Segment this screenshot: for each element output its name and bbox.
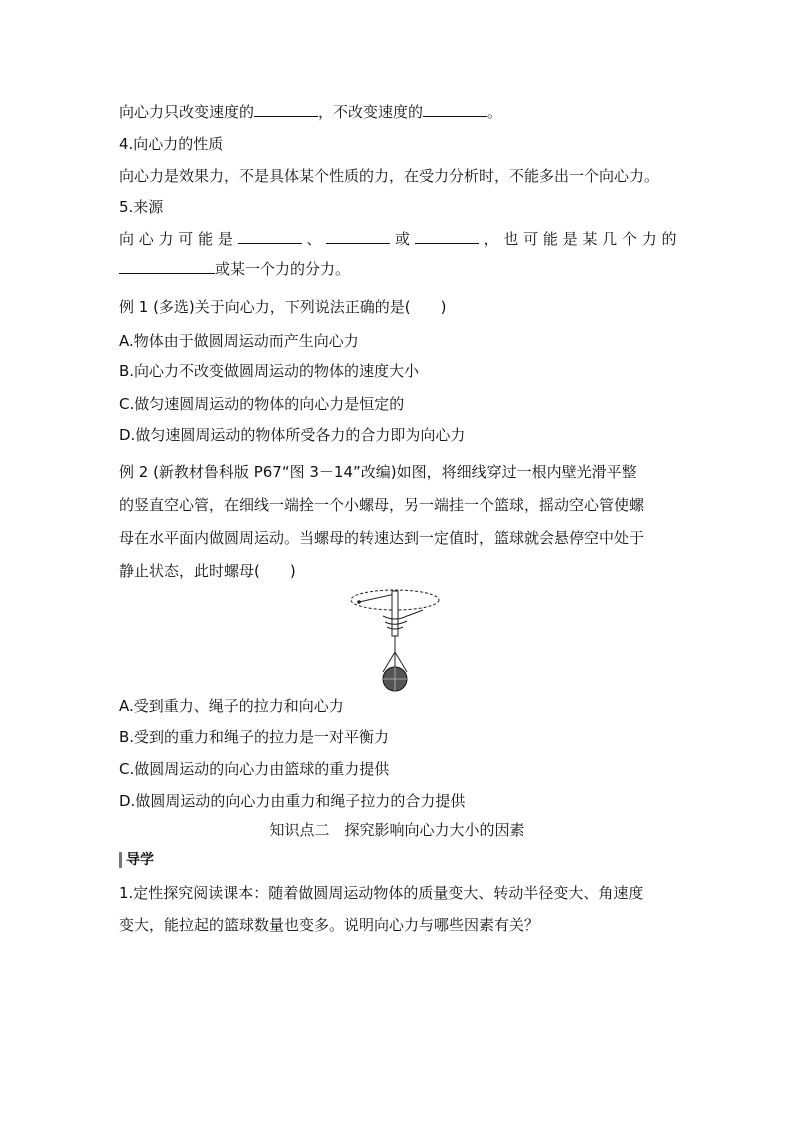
source-line: [119, 229, 676, 249]
example-2-option-d[interactable]: D.做圆周运动的向心力由重力和绳子拉力的合力提供: [119, 792, 466, 810]
text: 或: [394, 230, 410, 248]
example-2-option-a[interactable]: A.受到重力、绳子的拉力和向心力: [119, 697, 344, 715]
text: ，不改变速度的: [318, 103, 424, 121]
answer-blank[interactable]: [423, 102, 487, 117]
answer-blank[interactable]: [238, 229, 302, 244]
example-1-option-d[interactable]: D.做匀速圆周运动的物体所受各力的合力即为向心力: [119, 426, 466, 444]
example-1-option-c[interactable]: C.做匀速圆周运动的物体的向心力是恒定的: [119, 395, 405, 413]
guide-tag: 导学: [119, 852, 154, 868]
answer-blank[interactable]: [415, 229, 479, 244]
example-2-stem-line: 静止状态，此时螺母( ): [119, 562, 296, 580]
answer-blank[interactable]: [254, 102, 318, 117]
example-1-option-b[interactable]: B.向心力不改变做圆周运动的物体的速度大小: [119, 362, 420, 380]
hollow-tube-basketball-figure: [345, 586, 445, 696]
example-2-stem-line: 母在水平面内做圆周运动。当螺母的转速达到一定值时，篮球就会悬停空中处于: [119, 529, 645, 547]
answer-blank[interactable]: [326, 229, 390, 244]
heading-4: 4.向心力的性质: [119, 135, 224, 153]
text: 或某一个力的分力。: [215, 260, 351, 278]
fill-blank-line-1: [119, 102, 502, 122]
text: 、: [306, 230, 322, 248]
text: 向心力只改变速度的: [119, 103, 255, 121]
answer-blank[interactable]: [119, 259, 215, 274]
example-1-option-a[interactable]: A.物体由于做圆周运动而产生向心力: [119, 332, 359, 350]
text: ， 也 可 能 是 某 几 个 力 的: [483, 230, 677, 248]
example-2-stem-line: 的竖直空心管，在细线一端拴一个小螺母，另一端挂一个篮球，摇动空心管使螺: [119, 496, 645, 514]
section-heading: 知识点二 探究影响向心力大小的因素: [269, 821, 525, 839]
paragraph-4: 向心力是效果力，不是具体某个性质的力，在受力分析时，不能多出一个向心力。: [119, 167, 660, 185]
example-2-stem-line: 例 2 (新教材鲁科版 P67“图 3－14”改编)如图，将细线穿过一根内壁光滑平整: [119, 463, 637, 481]
text: 向 心 力 可 能 是: [119, 230, 233, 248]
text: 。: [487, 103, 503, 121]
question-1-line: 1.定性探究阅读课本：随着做圆周运动物体的质量变大、转动半径变大、角速度: [119, 884, 644, 902]
example-1-stem: 例 1 (多选)关于向心力，下列说法正确的是( ): [119, 298, 447, 316]
example-2-option-c[interactable]: C.做圆周运动的向心力由篮球的重力提供: [119, 760, 390, 778]
example-2-option-b[interactable]: B.受到的重力和绳子的拉力是一对平衡力: [119, 728, 390, 746]
heading-5: 5.来源: [119, 198, 164, 216]
question-1-line: 变大，能拉起的篮球数量也变多。说明向心力与哪些因素有关？: [119, 916, 540, 934]
source-line-2: [119, 259, 350, 279]
